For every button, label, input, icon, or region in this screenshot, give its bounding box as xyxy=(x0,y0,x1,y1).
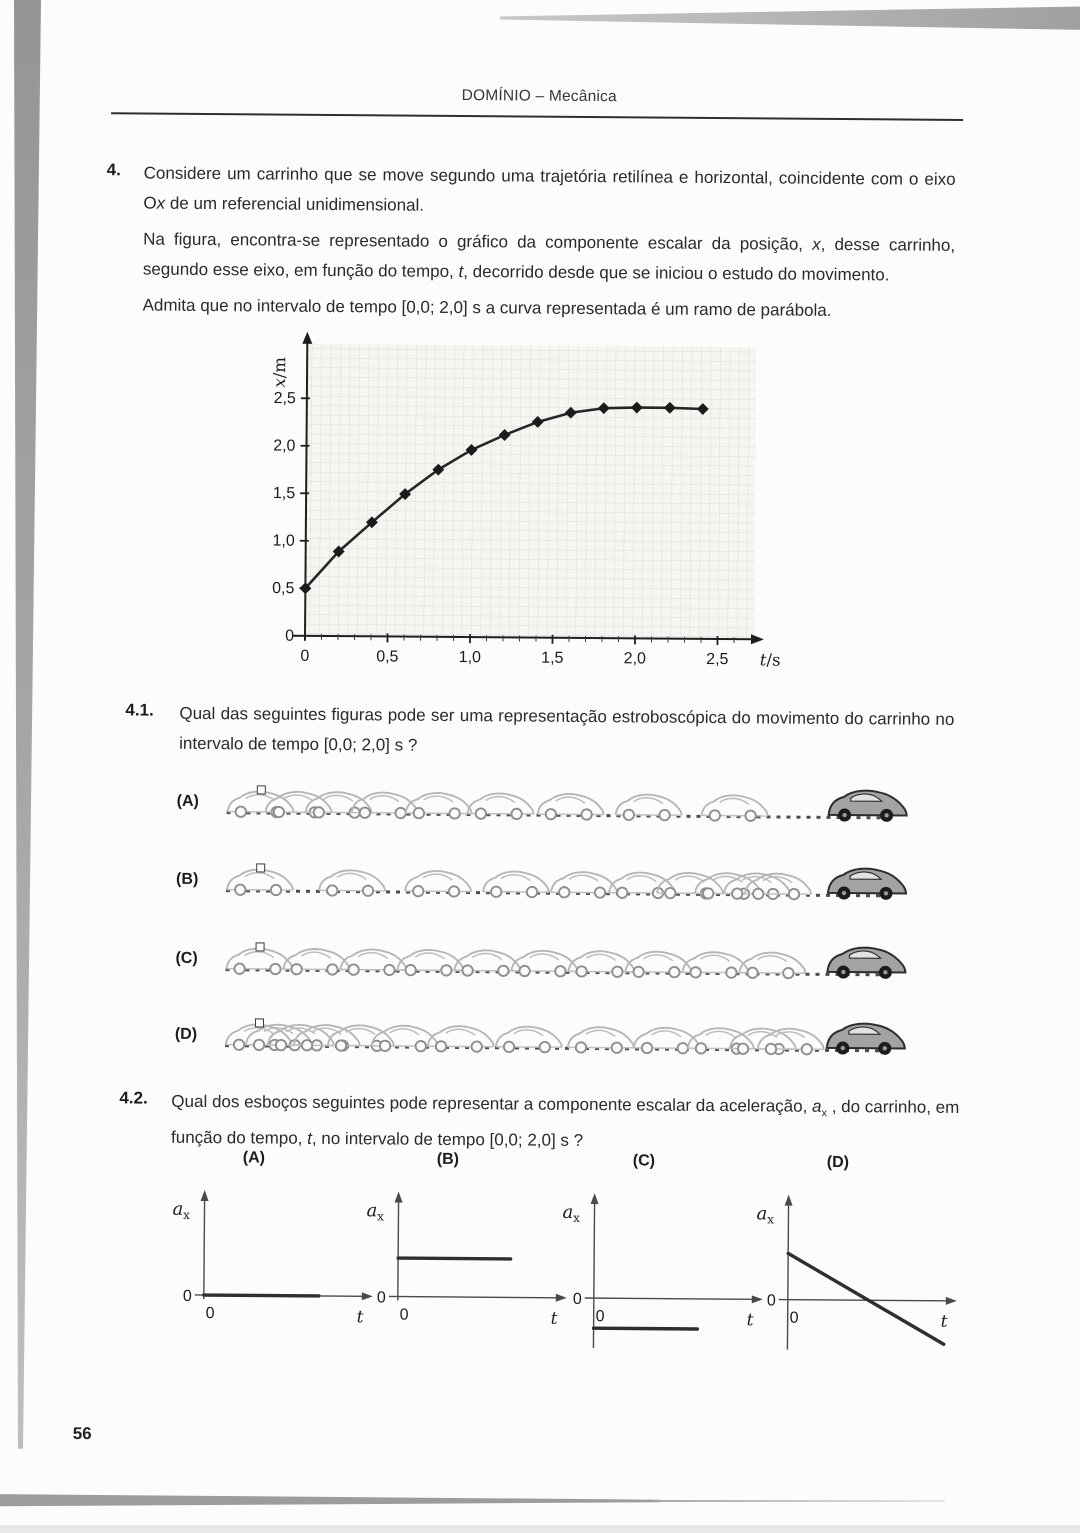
accel-line xyxy=(594,1328,698,1329)
svg-text:0: 0 xyxy=(596,1308,605,1325)
chart-grid xyxy=(306,344,756,639)
text-segment: , decorrido desde que se iniciou o estudo do movimento. xyxy=(463,262,889,284)
strobe-strip xyxy=(224,859,914,920)
svg-text:1,5: 1,5 xyxy=(273,485,295,502)
accel-sketch-c xyxy=(547,1152,739,1383)
accel-sketch-b xyxy=(351,1150,543,1381)
svg-text:0: 0 xyxy=(767,1292,776,1309)
svg-text:0: 0 xyxy=(790,1310,799,1327)
text-segment: ? xyxy=(403,736,417,755)
position-time-chart xyxy=(253,329,796,685)
text-segment: [0,0; 2,0] s xyxy=(489,1131,569,1151)
question-4-2-number: 4.2. xyxy=(119,1088,148,1108)
option-label: (C) xyxy=(549,1152,739,1171)
accel-sketch-a xyxy=(157,1149,349,1380)
svg-text:t: t xyxy=(941,1312,948,1332)
paragraph xyxy=(143,225,955,291)
strobe-strip xyxy=(223,938,913,999)
question-4-1-text xyxy=(179,699,954,765)
question-4-2-text xyxy=(171,1087,959,1160)
option-label: (B) xyxy=(353,1150,543,1169)
acceleration-sketches xyxy=(149,1149,951,1395)
ghost-car-icon xyxy=(565,1023,637,1056)
svg-text:t: t xyxy=(551,1309,558,1329)
ghost-car-icon xyxy=(736,948,808,981)
solid-car-icon xyxy=(825,785,911,826)
text-segment: , desse carrinho, segundo esse eixo, em função do tempo, xyxy=(143,235,955,281)
svg-text:0: 0 xyxy=(285,628,294,645)
text-segment: Admita que no intervalo de tempo [0,0; 2,0] s a curva representada é um ramo de parábola. xyxy=(143,296,832,320)
svg-text:2,5: 2,5 xyxy=(706,651,728,668)
svg-text:0,5: 0,5 xyxy=(272,580,294,597)
start-marker-icon xyxy=(256,863,265,872)
solid-car-icon xyxy=(824,863,910,904)
strobe-strip xyxy=(224,781,914,842)
svg-text:ax: $a_x$ xyxy=(172,1199,190,1222)
svg-text:0: 0 xyxy=(206,1305,215,1322)
question-4-1-number: 4.1. xyxy=(125,700,154,720)
svg-text:ax: $a_x$ xyxy=(756,1203,774,1226)
strobe-strip xyxy=(223,1014,913,1075)
ghost-car-icon xyxy=(755,1024,827,1057)
ghost-car-icon xyxy=(493,1022,565,1055)
paragraph xyxy=(142,291,954,327)
start-marker-icon xyxy=(256,942,265,951)
page-number: 56 xyxy=(73,1424,92,1444)
accel-line xyxy=(398,1258,510,1259)
ghost-car-icon xyxy=(480,867,552,900)
ghost-car-icon xyxy=(742,869,814,902)
text-segment: x xyxy=(157,194,166,213)
svg-text:ax: $a_x$ xyxy=(562,1202,580,1225)
svg-text:1,5: 1,5 xyxy=(541,650,563,667)
accel-graph xyxy=(741,1181,933,1382)
accel-graph xyxy=(157,1177,349,1378)
svg-text:ax: $a_x$ xyxy=(366,1200,384,1223)
option-label: (B) xyxy=(176,871,198,889)
start-marker-icon xyxy=(255,1018,264,1027)
svg-text:1,0: 1,0 xyxy=(459,649,481,666)
option-label: (A) xyxy=(159,1149,349,1168)
subscript: x xyxy=(821,1107,827,1119)
start-marker-icon xyxy=(257,785,266,794)
accel-sketch-d xyxy=(741,1153,933,1384)
text-segment: t xyxy=(307,1129,312,1148)
svg-text:0: 0 xyxy=(573,1291,582,1308)
svg-text:2,0: 2,0 xyxy=(624,650,646,667)
text-segment: , do carrinho, em função do tempo, xyxy=(171,1097,959,1148)
solid-car-icon xyxy=(823,942,909,983)
text-segment: [0,0; 2,0] s xyxy=(324,735,404,755)
paragraph xyxy=(143,159,955,225)
strobe-option-row-d xyxy=(175,1014,935,1076)
svg-text:0: 0 xyxy=(400,1307,409,1324)
svg-text:t: t xyxy=(747,1310,754,1330)
option-label: (C) xyxy=(175,950,197,968)
text-segment: Qual das seguintes figuras pode ser uma representação estroboscópica do movimento do carrinho no intervalo de tempo xyxy=(179,704,954,754)
strobe-option-row-a xyxy=(176,781,936,843)
svg-text:t: t xyxy=(357,1307,364,1327)
text-segment: Na figura, encontra-se representado o gráfico da componente escalar da posição, xyxy=(143,230,812,254)
option-label: (D) xyxy=(175,1026,197,1044)
ghost-car-icon xyxy=(402,867,474,900)
strobe-option-row-c xyxy=(175,938,935,1000)
option-label: (D) xyxy=(743,1153,933,1172)
svg-text:2,5: 2,5 xyxy=(274,390,296,407)
question-4-number: 4. xyxy=(107,160,121,180)
svg-text:0: 0 xyxy=(183,1288,192,1305)
svg-text:t/s: t/s xyxy=(760,650,781,669)
text-segment: Qual dos esboços seguintes pode representar a componente escalar da aceleração, xyxy=(171,1092,812,1116)
ghost-car-icon xyxy=(535,790,607,823)
accel-graph xyxy=(351,1178,543,1379)
solid-car-icon xyxy=(823,1018,909,1059)
text-segment: de um referencial unidimensional. xyxy=(165,194,424,215)
text-segment: a xyxy=(812,1097,822,1116)
ghost-car-icon xyxy=(699,791,771,824)
ghost-car-icon xyxy=(425,1022,497,1055)
option-label: (A) xyxy=(177,793,199,811)
svg-text:1,0: 1,0 xyxy=(272,533,294,550)
header-rule xyxy=(111,112,963,121)
strobe-option-row-b xyxy=(176,859,936,921)
accel-line xyxy=(204,1295,319,1296)
svg-text:0,5: 0,5 xyxy=(376,648,398,665)
text-segment: t xyxy=(458,262,463,281)
ghost-car-icon xyxy=(316,866,388,899)
ghost-car-icon xyxy=(465,789,537,822)
svg-text:2,0: 2,0 xyxy=(273,438,295,455)
text-segment: ? xyxy=(569,1131,583,1150)
text-segment: x xyxy=(812,235,821,254)
accel-graph xyxy=(547,1180,739,1381)
text-segment: , no intervalo de tempo xyxy=(312,1129,490,1149)
svg-text:x/m: x/m xyxy=(270,357,289,388)
page-header-title: DOMÍNIO – Mecânica xyxy=(0,83,1079,109)
ghost-car-icon xyxy=(613,790,685,823)
svg-text:0: 0 xyxy=(300,648,309,665)
accel-line xyxy=(787,1253,944,1344)
svg-text:0: 0 xyxy=(377,1289,386,1306)
question-4-text xyxy=(142,159,955,333)
text-segment: Considere um carrinho que se move segundo uma trajetória retilínea e horizontal, coincidente com o eixo O xyxy=(143,164,955,213)
strobe-options xyxy=(175,773,957,1079)
